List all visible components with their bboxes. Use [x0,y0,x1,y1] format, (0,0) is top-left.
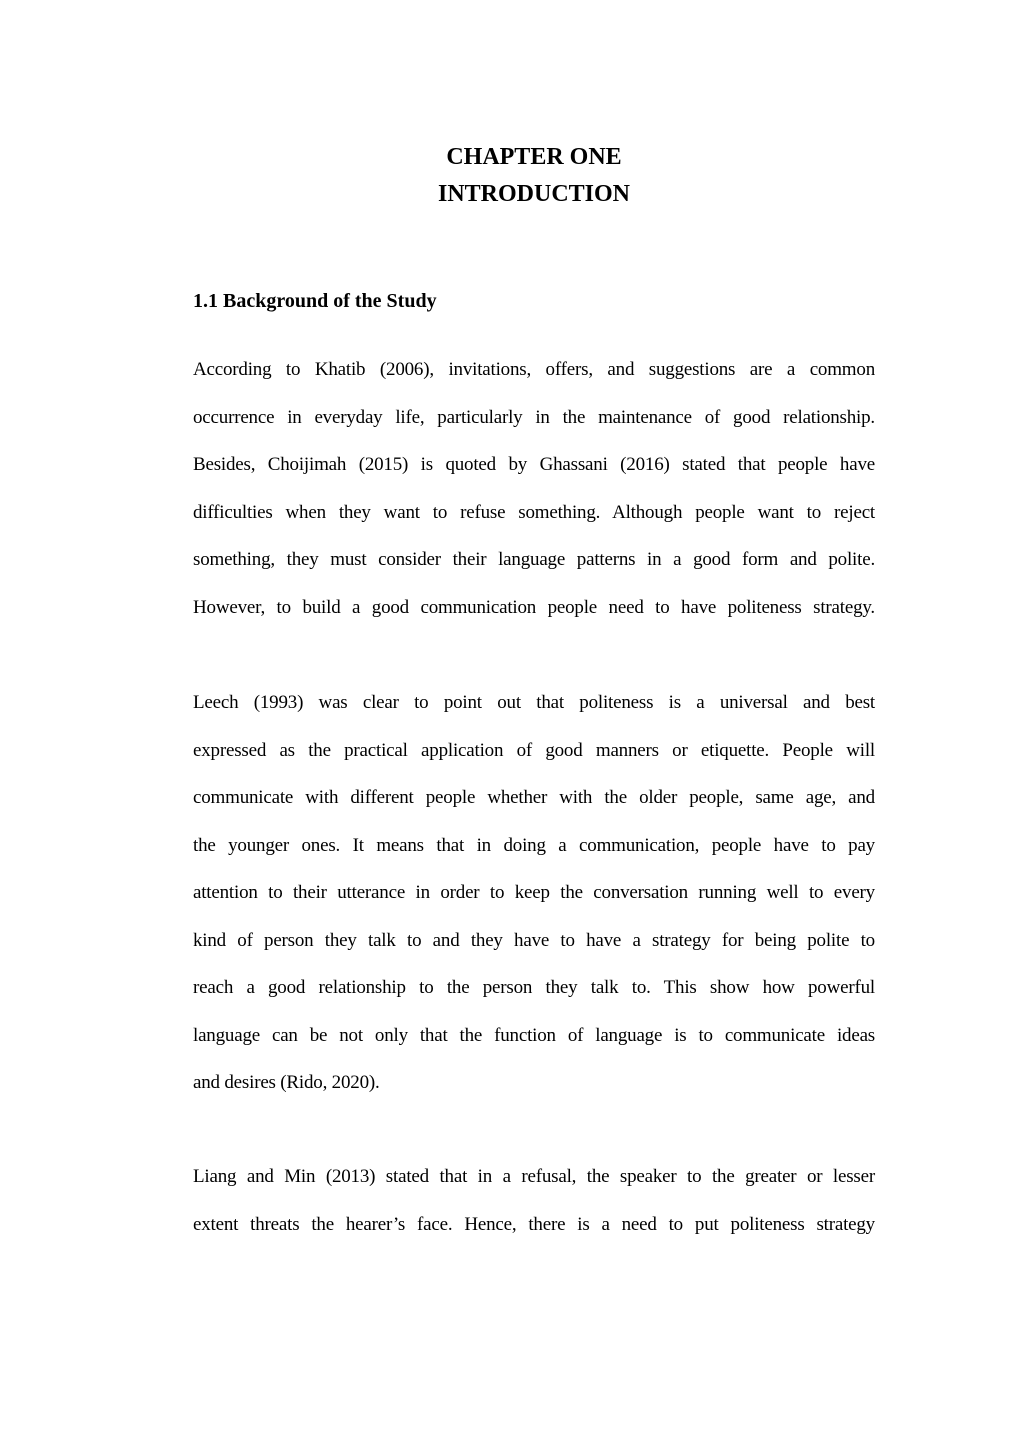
text-line: expressed as the practical application of good manners or etiquette. People will [193,739,875,761]
text-line: However, to build a good communication people need to have politeness strategy. [193,596,875,618]
text-line: Besides, Choijimah (2015) is quoted by Ghassani (2016) stated that people have [193,454,875,475]
text-line: attention to their utterance in order to keep the conversation running well to every [193,882,875,903]
section-heading: 1.1 Background of the Study [193,290,437,312]
text-line: language can be not only that the function of language is to communicate ideas [193,1024,875,1046]
text-line: Leech (1993) was clear to point out that politeness is a universal and best [193,692,875,713]
text-line: difficulties when they want to refuse something. Although people want to reject [193,501,875,523]
chapter-title-line-2: INTRODUCTION [437,181,631,207]
text-line: and desires (Rido, 2020). [193,1072,380,1093]
chapter-title [193,139,875,213]
text-line: communicate with different people whether with the older people, same age, and [193,787,875,808]
text-line: occurrence in everyday life, particularly in the maintenance of good relationship. [193,406,875,428]
chapter-title-line-1: CHAPTER ONE [446,144,622,170]
text-line: the younger ones. It means that in doing a communication, people have to pay [193,834,875,856]
text-line: reach a good relationship to the person they talk to. This show how powerful [193,977,875,998]
text-line: According to Khatib (2006), invitations, offers, and suggestions are a common [193,359,875,380]
text-line: Liang and Min (2013) stated that in a refusal, the speaker to the greater or lesser [193,1166,875,1187]
text-line: extent threats the hearer’s face. Hence, there is a need to put politeness strategy [193,1213,875,1235]
text-line: something, they must consider their language patterns in a good form and polite. [193,549,875,570]
paragraph-1 [193,346,875,631]
paragraph-2 [193,679,875,1107]
paragraph-3 [193,1153,875,1248]
text-line: kind of person they talk to and they have to have a strategy for being polite to [193,929,875,951]
